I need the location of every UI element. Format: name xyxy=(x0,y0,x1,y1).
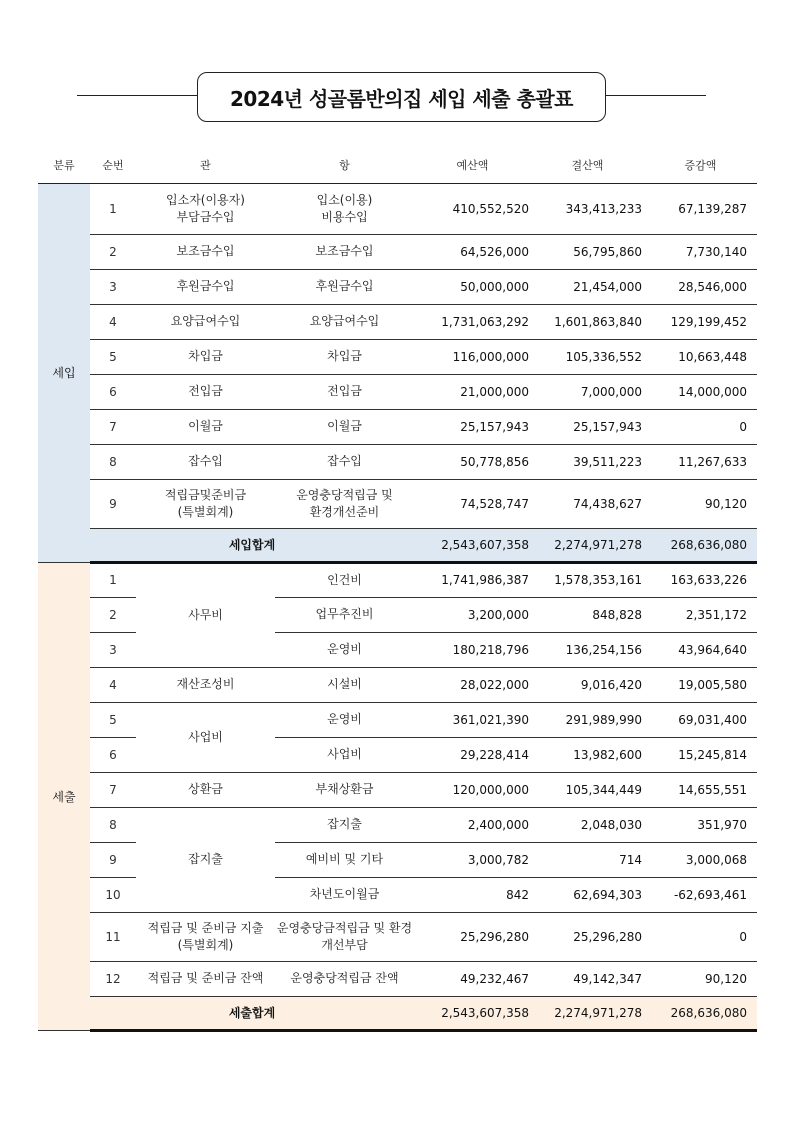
settled-cell: 49,142,347 xyxy=(531,961,644,996)
seq-cell: 9 xyxy=(90,842,136,877)
category-expense: 세출 xyxy=(38,562,90,1030)
expense-total-row xyxy=(38,996,757,1030)
hang-cell: 보조금수입 xyxy=(275,234,414,269)
seq-cell: 6 xyxy=(90,737,136,772)
budget-cell: 49,232,467 xyxy=(414,961,531,996)
budget-cell: 2,400,000 xyxy=(414,807,531,842)
diff-cell: 19,005,580 xyxy=(644,667,757,702)
settled-cell: 9,016,420 xyxy=(531,667,644,702)
settled-cell: 25,296,280 xyxy=(531,912,644,961)
seq-cell: 3 xyxy=(90,269,136,304)
seq-cell: 7 xyxy=(90,409,136,444)
budget-cell: 1,731,063,292 xyxy=(414,304,531,339)
table-row xyxy=(38,807,757,842)
table-row xyxy=(38,961,757,996)
gwan-cell: 차입금 xyxy=(136,339,275,374)
hang-cell: 예비비 및 기타 xyxy=(275,842,414,877)
budget-cell: 120,000,000 xyxy=(414,772,531,807)
settled-cell: 62,694,303 xyxy=(531,877,644,912)
header-gwan: 관 xyxy=(136,147,275,183)
budget-cell: 25,296,280 xyxy=(414,912,531,961)
hang-cell: 인건비 xyxy=(275,562,414,597)
budget-cell: 842 xyxy=(414,877,531,912)
hang-cell: 사업비 xyxy=(275,737,414,772)
income-total-row xyxy=(38,528,757,562)
hang-cell: 운영비 xyxy=(275,632,414,667)
diff-cell: 11,267,633 xyxy=(644,444,757,479)
hang-cell: 운영충당금적립금 및 환경 개선부담 xyxy=(275,912,414,961)
settled-cell: 1,578,353,161 xyxy=(531,562,644,597)
header-category: 분류 xyxy=(38,147,90,183)
table-row xyxy=(38,444,757,479)
budget-cell: 2,543,607,358 xyxy=(414,528,531,562)
table-row xyxy=(38,269,757,304)
table-row xyxy=(38,374,757,409)
hang-cell: 요양급여수입 xyxy=(275,304,414,339)
diff-cell: 28,546,000 xyxy=(644,269,757,304)
summary-table xyxy=(38,147,757,1032)
diff-cell: 0 xyxy=(644,409,757,444)
budget-cell: 1,741,986,387 xyxy=(414,562,531,597)
diff-cell: 10,663,448 xyxy=(644,339,757,374)
settled-cell: 2,048,030 xyxy=(531,807,644,842)
budget-cell: 29,228,414 xyxy=(414,737,531,772)
seq-cell: 1 xyxy=(90,183,136,234)
gwan-cell: 요양급여수입 xyxy=(136,304,275,339)
settled-cell: 848,828 xyxy=(531,597,644,632)
gwan-cell: 재산조성비 xyxy=(136,667,275,702)
diff-cell: 90,120 xyxy=(644,479,757,528)
hang-cell: 운영충당적립금 잔액 xyxy=(275,961,414,996)
budget-cell: 64,526,000 xyxy=(414,234,531,269)
settled-cell: 1,601,863,840 xyxy=(531,304,644,339)
gwan-cell: 전입금 xyxy=(136,374,275,409)
settled-cell: 25,157,943 xyxy=(531,409,644,444)
header-budget: 예산액 xyxy=(414,147,531,183)
seq-cell: 4 xyxy=(90,304,136,339)
title-divider-right xyxy=(606,95,706,96)
settled-cell: 56,795,860 xyxy=(531,234,644,269)
gwan-cell: 적립금및준비금 (특별회계) xyxy=(136,479,275,528)
income-section xyxy=(38,183,757,562)
header-hang: 항 xyxy=(275,147,414,183)
table-row xyxy=(38,339,757,374)
gwan-cell: 사업비 xyxy=(136,702,275,772)
diff-cell: 351,970 xyxy=(644,807,757,842)
gwan-cell: 후원금수입 xyxy=(136,269,275,304)
budget-cell: 2,543,607,358 xyxy=(414,996,531,1030)
budget-cell: 50,778,856 xyxy=(414,444,531,479)
seq-cell: 11 xyxy=(90,912,136,961)
diff-cell: -62,693,461 xyxy=(644,877,757,912)
hang-cell: 부채상환금 xyxy=(275,772,414,807)
seq-cell: 12 xyxy=(90,961,136,996)
settled-cell: 291,989,990 xyxy=(531,702,644,737)
diff-cell: 268,636,080 xyxy=(644,996,757,1030)
seq-cell: 2 xyxy=(90,597,136,632)
income-total-label: 세입합계 xyxy=(90,528,414,562)
hang-cell: 잡지출 xyxy=(275,807,414,842)
budget-cell: 74,528,747 xyxy=(414,479,531,528)
seq-cell: 2 xyxy=(90,234,136,269)
gwan-cell: 잡지출 xyxy=(136,807,275,912)
seq-cell: 8 xyxy=(90,807,136,842)
table-row xyxy=(38,183,757,234)
settled-cell: 39,511,223 xyxy=(531,444,644,479)
hang-cell: 차입금 xyxy=(275,339,414,374)
diff-cell: 67,139,287 xyxy=(644,183,757,234)
category-income: 세입 xyxy=(38,183,90,562)
budget-cell: 180,218,796 xyxy=(414,632,531,667)
budget-cell: 3,000,782 xyxy=(414,842,531,877)
diff-cell: 3,000,068 xyxy=(644,842,757,877)
gwan-cell: 적립금 및 준비금 지출 (특별회계) xyxy=(136,912,275,961)
budget-cell: 21,000,000 xyxy=(414,374,531,409)
gwan-cell: 사무비 xyxy=(136,562,275,667)
budget-cell: 116,000,000 xyxy=(414,339,531,374)
expense-section xyxy=(38,562,757,1030)
table-header-row xyxy=(38,147,757,183)
seq-cell: 5 xyxy=(90,702,136,737)
budget-cell: 3,200,000 xyxy=(414,597,531,632)
table-row xyxy=(38,304,757,339)
seq-cell: 6 xyxy=(90,374,136,409)
diff-cell: 14,655,551 xyxy=(644,772,757,807)
budget-cell: 28,022,000 xyxy=(414,667,531,702)
diff-cell: 43,964,640 xyxy=(644,632,757,667)
title-area xyxy=(0,72,794,124)
header-seq: 순번 xyxy=(90,147,136,183)
diff-cell: 15,245,814 xyxy=(644,737,757,772)
diff-cell: 268,636,080 xyxy=(644,528,757,562)
settled-cell: 74,438,627 xyxy=(531,479,644,528)
hang-cell: 업무추진비 xyxy=(275,597,414,632)
gwan-cell: 보조금수입 xyxy=(136,234,275,269)
diff-cell: 2,351,172 xyxy=(644,597,757,632)
gwan-cell: 이월금 xyxy=(136,409,275,444)
seq-cell: 5 xyxy=(90,339,136,374)
table-row xyxy=(38,667,757,702)
diff-cell: 7,730,140 xyxy=(644,234,757,269)
hang-cell: 차년도이월금 xyxy=(275,877,414,912)
seq-cell: 8 xyxy=(90,444,136,479)
hang-cell: 운영충당적립금 및 환경개선준비 xyxy=(275,479,414,528)
settled-cell: 105,336,552 xyxy=(531,339,644,374)
settled-cell: 714 xyxy=(531,842,644,877)
gwan-cell: 상환금 xyxy=(136,772,275,807)
page-title: 2024년 성골롬반의집 세입 세출 총괄표 xyxy=(197,72,606,122)
settled-cell: 2,274,971,278 xyxy=(531,996,644,1030)
header-diff: 증감액 xyxy=(644,147,757,183)
hang-cell: 이월금 xyxy=(275,409,414,444)
hang-cell: 전입금 xyxy=(275,374,414,409)
settled-cell: 136,254,156 xyxy=(531,632,644,667)
diff-cell: 69,031,400 xyxy=(644,702,757,737)
diff-cell: 90,120 xyxy=(644,961,757,996)
settled-cell: 105,344,449 xyxy=(531,772,644,807)
budget-cell: 25,157,943 xyxy=(414,409,531,444)
hang-cell: 시설비 xyxy=(275,667,414,702)
hang-cell: 입소(이용) 비용수입 xyxy=(275,183,414,234)
budget-cell: 50,000,000 xyxy=(414,269,531,304)
settled-cell: 21,454,000 xyxy=(531,269,644,304)
header-settled: 결산액 xyxy=(531,147,644,183)
settled-cell: 7,000,000 xyxy=(531,374,644,409)
settled-cell: 343,413,233 xyxy=(531,183,644,234)
table-row xyxy=(38,234,757,269)
hang-cell: 운영비 xyxy=(275,702,414,737)
table-row xyxy=(38,912,757,961)
gwan-cell: 잡수입 xyxy=(136,444,275,479)
settled-cell: 13,982,600 xyxy=(531,737,644,772)
table-row xyxy=(38,409,757,444)
hang-cell: 후원금수입 xyxy=(275,269,414,304)
diff-cell: 163,633,226 xyxy=(644,562,757,597)
seq-cell: 7 xyxy=(90,772,136,807)
table-row xyxy=(38,772,757,807)
expense-total-label: 세출합계 xyxy=(90,996,414,1030)
seq-cell: 1 xyxy=(90,562,136,597)
seq-cell: 4 xyxy=(90,667,136,702)
table-row xyxy=(38,562,757,597)
diff-cell: 129,199,452 xyxy=(644,304,757,339)
table-row xyxy=(38,702,757,737)
seq-cell: 9 xyxy=(90,479,136,528)
settled-cell: 2,274,971,278 xyxy=(531,528,644,562)
seq-cell: 3 xyxy=(90,632,136,667)
budget-cell: 410,552,520 xyxy=(414,183,531,234)
table-row xyxy=(38,479,757,528)
diff-cell: 0 xyxy=(644,912,757,961)
gwan-cell: 입소자(이용자) 부담금수입 xyxy=(136,183,275,234)
title-divider-left xyxy=(77,95,197,96)
hang-cell: 잡수입 xyxy=(275,444,414,479)
seq-cell: 10 xyxy=(90,877,136,912)
gwan-cell: 적립금 및 준비금 잔액 xyxy=(136,961,275,996)
budget-cell: 361,021,390 xyxy=(414,702,531,737)
diff-cell: 14,000,000 xyxy=(644,374,757,409)
